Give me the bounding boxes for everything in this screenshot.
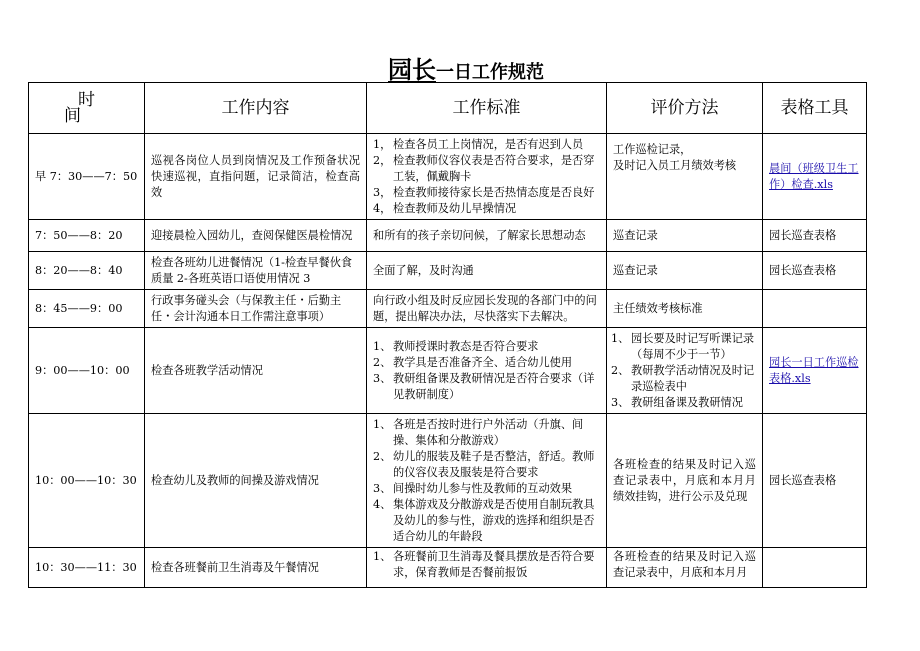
cell-tool <box>763 134 867 220</box>
cell-time: 10：00——10：30 <box>29 414 145 548</box>
standard-list <box>373 417 600 545</box>
list-item: 1、 园长要及时记写听课记录（每周不少于一节） <box>611 331 755 361</box>
page-title <box>0 50 920 85</box>
table-row <box>29 328 867 414</box>
cell-method: 工作巡检记录， 及时记入员工月绩效考核 <box>607 134 763 220</box>
work-standard-table <box>28 82 867 588</box>
cell-content: 迎接晨检入园幼儿，查阅保健医晨检情况 <box>145 220 367 252</box>
cell-method: 各班检查的结果及时记入巡查记录表中，月底和本月月绩效挂钩，进行公示及兑现 <box>607 414 763 548</box>
table-row <box>29 548 867 588</box>
cell-time: 早 7：30——7：50 <box>29 134 145 220</box>
cell-standard <box>367 328 607 414</box>
cell-tool <box>763 328 867 414</box>
cell-method: 各班检查的结果及时记入巡查记录表中，月底和本月月 <box>607 548 763 588</box>
cell-tool: 园长巡查表格 <box>763 252 867 290</box>
cell-standard <box>367 134 607 220</box>
cell-tool: 园长巡查表格 <box>763 220 867 252</box>
cell-content: 巡视各岗位人员到岗情况及工作预备状况快速巡视，直指问题，记录简洁，检查高效 <box>145 134 367 220</box>
table-header-row <box>29 83 867 134</box>
table-row <box>29 134 867 220</box>
list-item: 3、 间操时幼儿参与性及教师的互动效果 <box>373 481 573 495</box>
list-item: 2、 教研教学活动情况及时记录巡检表中 <box>611 363 755 393</box>
cell-time: 7：50——8：20 <box>29 220 145 252</box>
list-item: 3、 教研组备课及教研情况是否符合要求（详见教研制度） <box>373 371 595 401</box>
cell-time: 8：45——9：00 <box>29 290 145 328</box>
cell-content: 检查各班教学活动情况 <box>145 328 367 414</box>
cell-content: 检查各班餐前卫生消毒及午餐情况 <box>145 548 367 588</box>
cell-method: 主任绩效考核标准 <box>607 290 763 328</box>
list-item: 3、 教研组备课及教研情况 <box>611 395 743 409</box>
cell-content: 检查各班幼儿进餐情况（1-检查早餐伙食质量 2-各班英语口语使用情况 3 <box>145 252 367 290</box>
list-item: 1、 教师授课时教态是否符合要求 <box>373 339 539 353</box>
cell-time: 10：30——11：30 <box>29 548 145 588</box>
title-main: 园长 <box>388 56 436 84</box>
list-item: 3， 检查教师接待家长是否热情态度是否良好 <box>373 185 595 199</box>
cell-standard: 全面了解，及时沟通 <box>367 252 607 290</box>
list-item: 1， 检查各员工上岗情况，是否有迟到人员 <box>373 137 584 151</box>
cell-standard <box>367 548 607 588</box>
cell-tool <box>763 290 867 328</box>
list-item: 1、 各班是否按时进行户外活动（升旗、间操、集体和分散游戏） <box>373 417 584 447</box>
header-tool: 表格工具 <box>763 83 867 134</box>
cell-method: 巡查记录 <box>607 252 763 290</box>
title-sub: 一日工作规范 <box>436 62 544 83</box>
list-item: 2、 教学具是否准备齐全、适合幼儿使用 <box>373 355 573 369</box>
list-item: 1、 各班餐前卫生消毒及餐具摆放是否符合要求，保育教师是否餐前报饭 <box>373 550 595 579</box>
tool-link-morning-check[interactable]: 晨间（班级卫生工作）检查.xls <box>769 161 859 191</box>
method-list <box>611 331 756 411</box>
list-item: 2、 幼儿的服装及鞋子是否整洁，舒适。教师的仪容仪表及服装是符合要求 <box>373 449 595 479</box>
cell-time: 9：00——10：00 <box>29 328 145 414</box>
list-item: 2， 检查教师仪容仪表是否符合要求，是否穿工装，佩戴胸卡 <box>373 153 595 183</box>
cell-tool <box>763 548 867 588</box>
cell-standard: 和所有的孩子亲切问候，了解家长思想动态 <box>367 220 607 252</box>
header-standard: 工作标准 <box>367 83 607 134</box>
cell-time: 8：20——8：40 <box>29 252 145 290</box>
header-time: 时间 <box>29 83 145 134</box>
table-row <box>29 252 867 290</box>
header-method: 评价方法 <box>607 83 763 134</box>
cell-standard <box>367 414 607 548</box>
table-row <box>29 220 867 252</box>
standard-list <box>373 339 600 403</box>
cell-standard: 向行政小组及时反应园长发现的各部门中的问题，提出解决办法，尽快落实下去解决。 <box>367 290 607 328</box>
cell-content: 行政事务碰头会（与保教主任・后勤主任・会计沟通本日工作需注意事项） <box>145 290 367 328</box>
standard-list <box>373 137 600 217</box>
cell-method <box>607 328 763 414</box>
cell-tool: 园长巡查表格 <box>763 414 867 548</box>
header-content: 工作内容 <box>145 83 367 134</box>
list-item: 4、 集体游戏及分散游戏是否使用自制玩教具及幼儿的参与性，游戏的选择和组织是否适合幼儿的年龄段 <box>373 497 595 543</box>
list-item: 4， 检查教师及幼儿早操情况 <box>373 201 517 215</box>
cell-content: 检查幼儿及教师的间操及游戏情况 <box>145 414 367 548</box>
table-row <box>29 414 867 548</box>
standard-list <box>373 549 600 581</box>
table-row <box>29 290 867 328</box>
cell-method: 巡查记录 <box>607 220 763 252</box>
tool-link-daily-inspection[interactable]: 园长一日工作巡检表格.xls <box>769 355 859 385</box>
